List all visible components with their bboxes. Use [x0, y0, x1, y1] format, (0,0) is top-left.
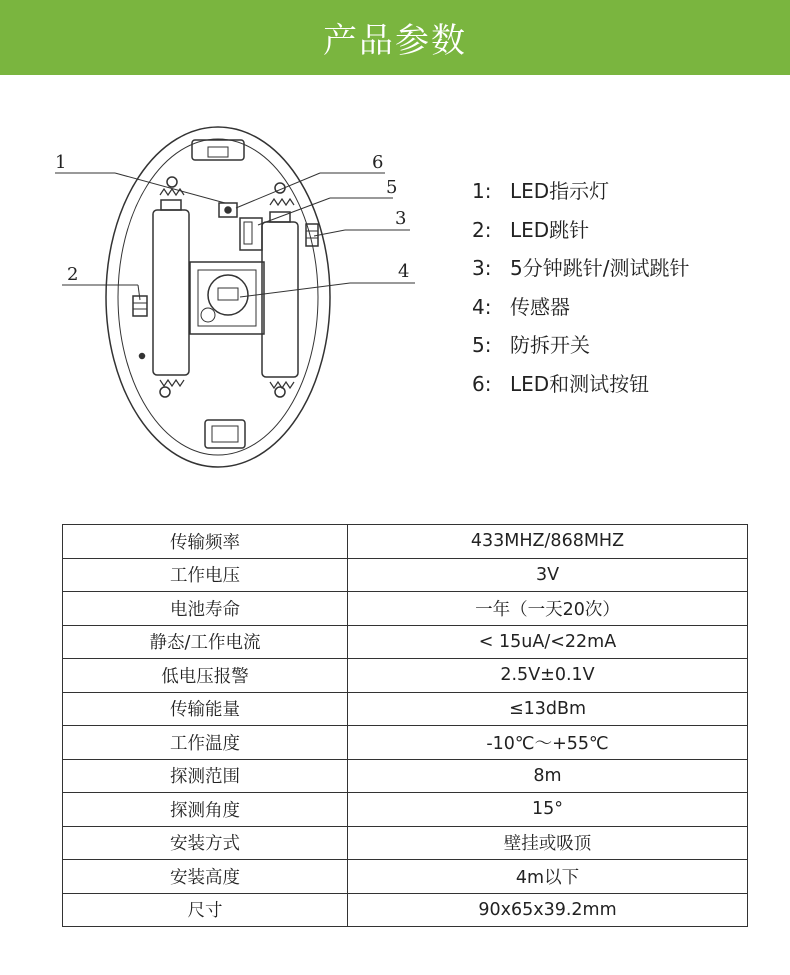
spec-label: 尺寸: [63, 893, 348, 927]
battery-right: [262, 222, 298, 377]
spec-value: -10℃～+55℃: [348, 726, 748, 760]
sensor-housing: [190, 262, 264, 334]
legend-number: 6:: [472, 371, 492, 396]
table-row: [63, 726, 748, 760]
legend-number: 4:: [472, 294, 492, 319]
table-row: [63, 558, 748, 592]
table-row: [63, 893, 748, 927]
legend-item: [472, 365, 689, 404]
bottom-clip: [205, 420, 245, 448]
spec-value: 15°: [348, 793, 748, 827]
spec-value: < 15uA/<22mA: [348, 625, 748, 659]
spec-value: 3V: [348, 558, 748, 592]
spec-value: 4m以下: [348, 860, 748, 894]
spec-label: 探测范围: [63, 759, 348, 793]
spec-value: 8m: [348, 759, 748, 793]
spec-value: 90x65x39.2mm: [348, 893, 748, 927]
spec-label: 电池寿命: [63, 592, 348, 626]
spec-value: 一年（一天20次）: [348, 592, 748, 626]
table-row: [63, 659, 748, 693]
table-row: [63, 793, 748, 827]
spec-label: 静态/工作电流: [63, 625, 348, 659]
spec-label: 传输频率: [63, 525, 348, 559]
callout-2: 2: [67, 264, 79, 285]
callout-6: 6: [372, 152, 384, 173]
table-row: [63, 592, 748, 626]
title-banner: [0, 0, 790, 75]
table-row: [63, 826, 748, 860]
legend-item: [472, 211, 689, 250]
callout-1: 1: [55, 152, 67, 173]
legend-item: [472, 249, 689, 288]
spec-label: 工作温度: [63, 726, 348, 760]
sensor: [208, 275, 248, 315]
spec-label: 探测角度: [63, 793, 348, 827]
spring-top-right: [270, 199, 294, 205]
battery-left: [153, 210, 189, 375]
callout-4: 4: [398, 261, 410, 282]
callout-5: 5: [386, 177, 398, 198]
spec-value: 433MHZ/868MHZ: [348, 525, 748, 559]
legend-text: LED指示灯: [510, 179, 610, 203]
spring-bottom-left: [160, 380, 184, 386]
legend-text: 传感器: [510, 294, 570, 319]
spec-label: 安装高度: [63, 860, 348, 894]
component-legend: [472, 172, 689, 403]
legend-text: 防拆开关: [510, 333, 590, 357]
spec-value: 壁挂或吸顶: [348, 826, 748, 860]
spec-label: 低电压报警: [63, 659, 348, 693]
spec-label: 安装方式: [63, 826, 348, 860]
table-row: [63, 625, 748, 659]
legend-text: LED跳针: [510, 217, 590, 242]
spec-table: [62, 524, 748, 927]
spec-label: 工作电压: [63, 558, 348, 592]
table-row: [63, 525, 748, 559]
callout-3: 3: [395, 208, 407, 229]
table-row: [63, 759, 748, 793]
legend-number: 3:: [472, 256, 492, 280]
legend-item: [472, 172, 689, 211]
legend-number: 2:: [472, 217, 492, 242]
legend-number: 5:: [472, 333, 492, 357]
spec-value: ≤13dBm: [348, 692, 748, 726]
spring-top-left: [160, 189, 184, 195]
legend-text: LED和测试按钮: [510, 371, 650, 396]
table-row: [63, 860, 748, 894]
legend-item: [472, 288, 689, 327]
spec-label: 传输能量: [63, 692, 348, 726]
legend-number: 1:: [472, 179, 492, 203]
tamper-switch: [240, 218, 262, 250]
page-title: 产品参数: [323, 21, 467, 61]
legend-text: 5分钟跳针/测试跳针: [510, 256, 690, 280]
spec-value: 2.5V±0.1V: [348, 659, 748, 693]
legend-item: [472, 326, 689, 365]
table-row: [63, 692, 748, 726]
